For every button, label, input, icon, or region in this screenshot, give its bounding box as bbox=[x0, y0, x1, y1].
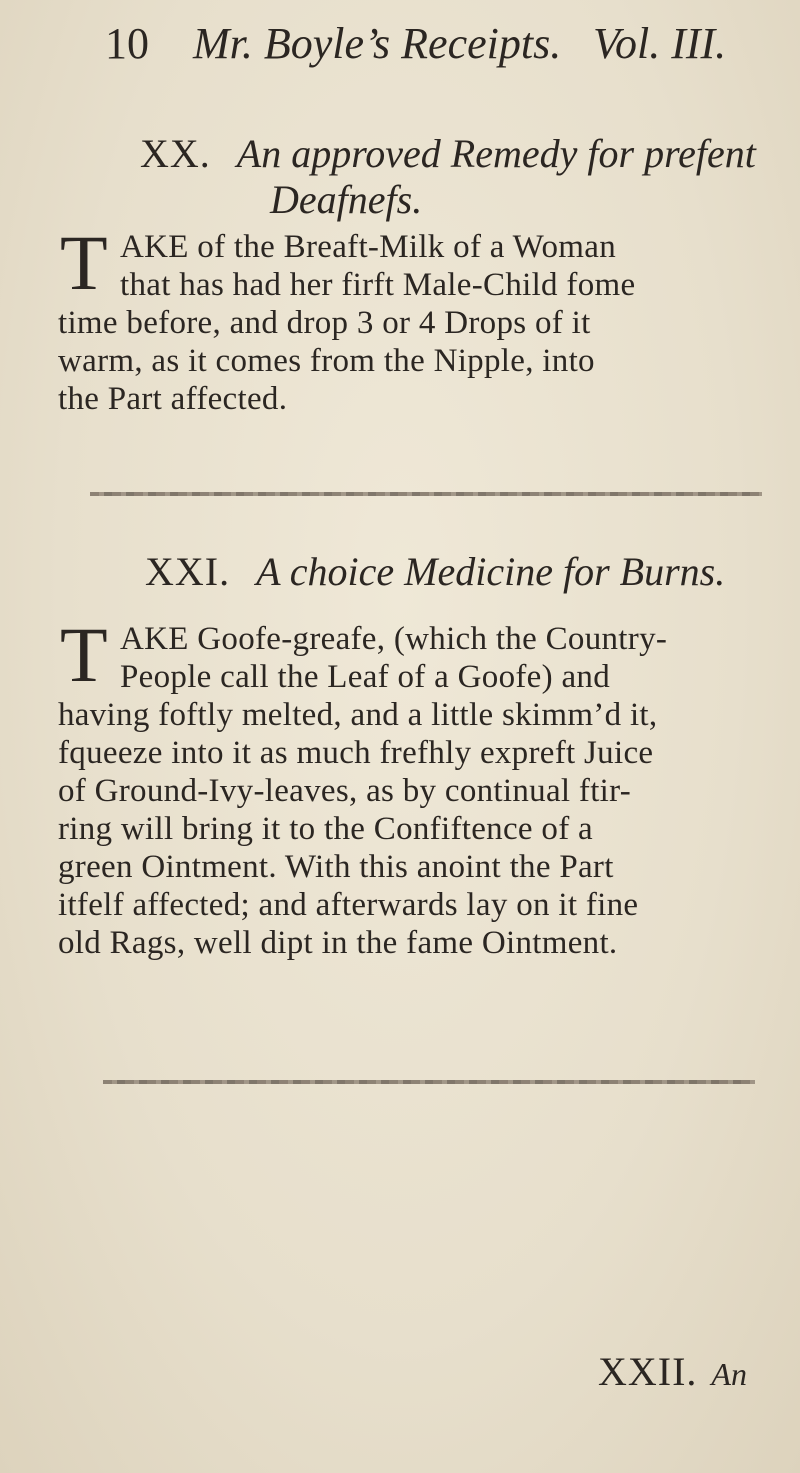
section-divider bbox=[103, 1080, 755, 1084]
text-line: fqueeze into it as much frefhly expreft Juice bbox=[58, 735, 654, 771]
section-number: XX. bbox=[140, 131, 211, 176]
running-title: Mr. Boyle’s Receipts. bbox=[193, 19, 562, 68]
text-line: AKE of the Breaft-Milk of a Woman bbox=[120, 229, 617, 265]
text-line: of Ground-Ivy-leaves, as by continual ftir- bbox=[58, 773, 632, 809]
text-line: green Ointment. With this anoint the Part bbox=[58, 849, 614, 885]
text-line: AKE Goofe-greafe, (which the Country- bbox=[120, 621, 668, 657]
paragraph-xxi bbox=[58, 620, 766, 962]
drop-cap: T bbox=[60, 219, 108, 306]
text-line: itfelf affected; and afterwards lay on it fine bbox=[58, 887, 639, 923]
section-title: An approved Remedy for prefent bbox=[236, 131, 756, 176]
volume-label: Vol. III. bbox=[593, 19, 727, 68]
text-line: old Rags, well dipt in the fame Ointment. bbox=[58, 925, 618, 961]
section-title: A choice Medicine for Burns. bbox=[256, 549, 726, 594]
text-line: warm, as it comes from the Nipple, into bbox=[58, 343, 595, 379]
section-heading-xxi bbox=[145, 550, 800, 594]
section-divider bbox=[90, 492, 762, 496]
section-title-continued: Deafnefs. bbox=[270, 177, 423, 222]
text-line: time before, and drop 3 or 4 Drops of it bbox=[58, 305, 591, 341]
drop-cap: T bbox=[60, 611, 108, 698]
catchword-word: An bbox=[711, 1356, 747, 1392]
running-head bbox=[105, 14, 765, 74]
catchword-number: XXII. bbox=[598, 1349, 698, 1394]
catchword bbox=[598, 1350, 800, 1396]
text-line: that has had her firft Male-Child fome bbox=[120, 267, 636, 303]
paragraph-xx bbox=[58, 228, 766, 418]
section-heading-xx bbox=[140, 132, 800, 176]
section-number: XXI. bbox=[145, 549, 231, 594]
text-line: the Part affected. bbox=[58, 381, 288, 417]
text-line: having foftly melted, and a little skimm’d it, bbox=[58, 697, 658, 733]
page-number: 10 bbox=[105, 19, 149, 68]
text-line: People call the Leaf of a Goofe) and bbox=[120, 659, 610, 695]
text-line: ring will bring it to the Confiftence of a bbox=[58, 811, 593, 847]
